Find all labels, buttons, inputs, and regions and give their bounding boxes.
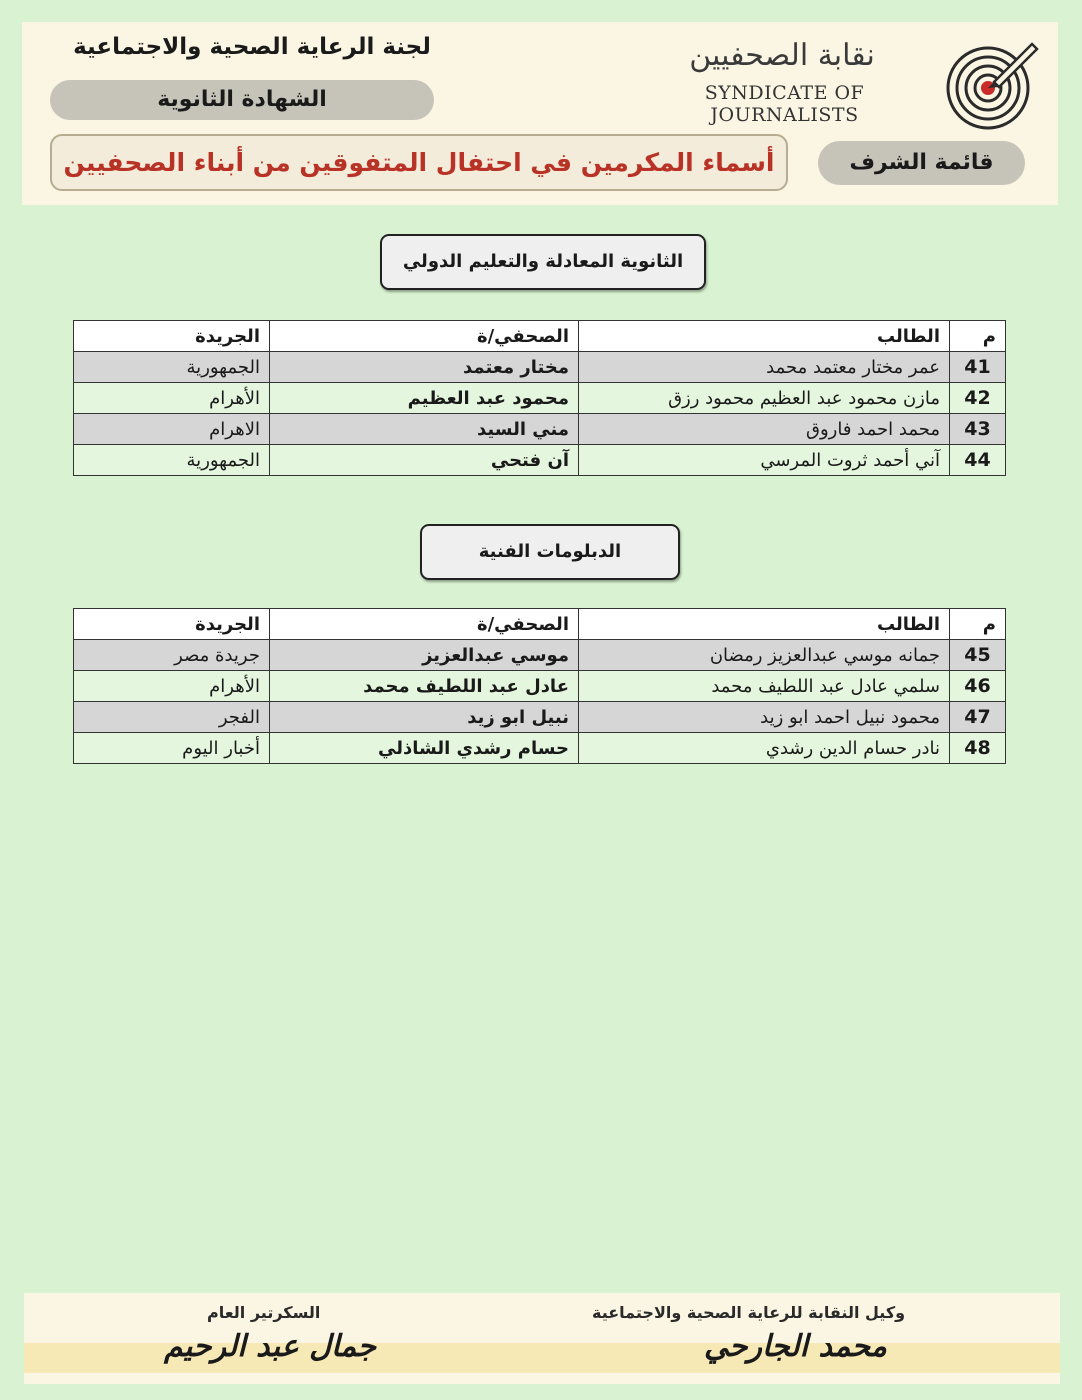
journalist-name: مني السيد: [270, 414, 579, 445]
signature-footer: [24, 1293, 1060, 1384]
table-row: [74, 640, 1006, 671]
column-header-paper: الجريدة: [74, 609, 270, 640]
column-header-journalist: الصحفي/ة: [270, 609, 579, 640]
column-header-student: الطالب: [579, 321, 950, 352]
table-row: [74, 445, 1006, 476]
student-name: جمانه موسي عبدالعزيز رمضان: [579, 640, 950, 671]
student-name: آني أحمد ثروت المرسي: [579, 445, 950, 476]
column-header-num: م: [950, 609, 1006, 640]
section-title-equivalent: الثانوية المعادلة والتعليم الدولي: [380, 234, 706, 290]
honor-list-badge: قائمة الشرف: [818, 141, 1025, 185]
row-number: 44: [950, 445, 1006, 476]
student-name: محمد احمد فاروق: [579, 414, 950, 445]
column-header-num: م: [950, 321, 1006, 352]
row-number: 43: [950, 414, 1006, 445]
table-row: [74, 671, 1006, 702]
deputy-signature: محمد الجارحي: [704, 1329, 887, 1364]
student-name: سلمي عادل عبد اللطيف محمد: [579, 671, 950, 702]
table-row: [74, 702, 1006, 733]
student-name: مازن محمود عبد العظيم محمود رزق: [579, 383, 950, 414]
journalist-name: نبيل ابو زيد: [270, 702, 579, 733]
student-name: نادر حسام الدين رشدي: [579, 733, 950, 764]
certificate-badge: الشهادة الثانوية: [50, 80, 434, 120]
newspaper-name: الأهرام: [74, 671, 270, 702]
deputy-title: وكيل النقابة للرعاية الصحية والاجتماعية: [592, 1303, 906, 1322]
row-number: 45: [950, 640, 1006, 671]
row-number: 47: [950, 702, 1006, 733]
secretary-general-title: السكرتير العام: [207, 1303, 321, 1322]
newspaper-name: الجمهورية: [74, 352, 270, 383]
table-row: [74, 352, 1006, 383]
table-header-row: [74, 321, 1006, 352]
journalist-name: مختار معتمد: [270, 352, 579, 383]
newspaper-name: الأهرام: [74, 383, 270, 414]
row-number: 46: [950, 671, 1006, 702]
column-header-paper: الجريدة: [74, 321, 270, 352]
newspaper-name: أخبار اليوم: [74, 733, 270, 764]
student-name: محمود نبيل احمد ابو زيد: [579, 702, 950, 733]
committee-title: لجنة الرعاية الصحية والاجتماعية: [73, 34, 431, 60]
student-name: عمر مختار معتمد محمد: [579, 352, 950, 383]
honor-table-equivalent: [73, 320, 1006, 476]
newspaper-name: جريدة مصر: [74, 640, 270, 671]
row-number: 42: [950, 383, 1006, 414]
column-header-student: الطالب: [579, 609, 950, 640]
logo-english-text: SYNDICATE OF JOURNALISTS: [704, 82, 865, 126]
row-number: 41: [950, 352, 1006, 383]
journalist-name: موسي عبدالعزيز: [270, 640, 579, 671]
newspaper-name: الاهرام: [74, 414, 270, 445]
journalist-name: عادل عبد اللطيف محمد: [270, 671, 579, 702]
newspaper-name: الجمهورية: [74, 445, 270, 476]
table-row: [74, 733, 1006, 764]
table-row: [74, 383, 1006, 414]
journalist-name: آن فتحي: [270, 445, 579, 476]
syndicate-emblem-icon: [944, 36, 1040, 132]
table-header-row: [74, 609, 1006, 640]
secretary-general-signature: جمال عبد الرحيم: [164, 1329, 377, 1364]
syndicate-logo: [632, 36, 1042, 136]
journalist-name: محمود عبد العظيم: [270, 383, 579, 414]
main-title: أسماء المكرمين في احتفال المتفوقين من أبناء الصحفيين: [50, 134, 788, 191]
journalist-name: حسام رشدي الشاذلي: [270, 733, 579, 764]
section-title-diplomas: الدبلومات الفنية: [420, 524, 680, 580]
column-header-journalist: الصحفي/ة: [270, 321, 579, 352]
logo-arabic-text: نقابة الصحفيين: [689, 38, 875, 73]
honor-table-diplomas: [73, 608, 1006, 764]
header-panel: [22, 22, 1058, 205]
row-number: 48: [950, 733, 1006, 764]
newspaper-name: الفجر: [74, 702, 270, 733]
table-row: [74, 414, 1006, 445]
